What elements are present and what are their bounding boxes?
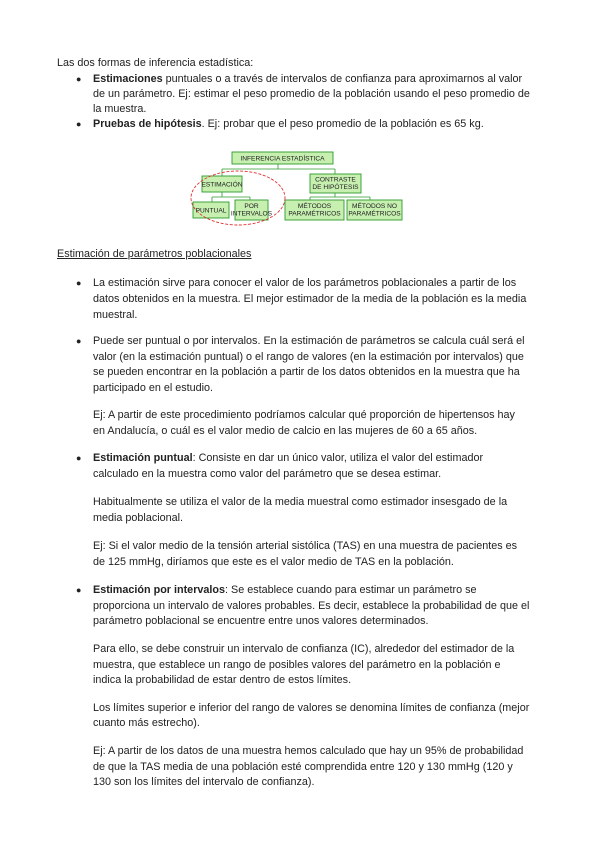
contraste-label: CONTRASTE <box>315 176 356 184</box>
text-line: 130 son los límites del intervalo de confianza). <box>93 776 315 788</box>
text-line: de que la TAS media de una población esté comprendida entre 120 y 130 mmHg (120 y <box>93 761 513 773</box>
bullet-icon: ● <box>76 278 82 288</box>
text-line: cuanto más estrecho). <box>93 717 200 729</box>
bold-term: Estimación por intervalos <box>93 584 225 596</box>
text-line: Los límites superior e inferior del rango de valores se denomina límites de confianza (mejor <box>93 702 530 714</box>
section-title: Estimación de parámetros poblacionales <box>57 248 252 260</box>
estimacion-intervalos-line <box>93 583 544 599</box>
text-line: calculado en la muestra como valor del parámetro que se desea estimar. <box>93 468 442 480</box>
text-line: Habitualmente se utiliza el valor de la media muestral como estimador insesgado de la <box>93 496 508 508</box>
bullet-icon: ● <box>76 453 82 463</box>
text-line: Para ello, se debe construir un intervalo de confianza (IC), alrededor del estimador de la <box>93 643 515 655</box>
text-line: : Se establece cuando para estimar un parámetro se <box>225 584 477 596</box>
text-line: muestra, que establece un rango de posibles valores del parámetro en la población e <box>93 659 501 671</box>
intervalos-label: INTERVALOS <box>230 210 273 218</box>
bullet-icon: ● <box>76 585 82 595</box>
root-label: INFERENCIA ESTADÍSTICA <box>240 155 325 163</box>
parametricos-label: MÉTODOS <box>297 203 332 210</box>
text-line: valor (en la estimación puntual) o el rango de valores (en la estimación por intervalos) que <box>93 351 524 363</box>
intro-bullet-hipotesis <box>93 117 484 133</box>
text-line: datos obtenidos en la muestra. El mejor estimador de la media de la población es la media <box>93 293 527 305</box>
text-line: muestral. <box>93 309 138 321</box>
bullet-icon: ● <box>76 74 82 84</box>
text-line: de 125 mmHg, diríamos que este es el valor medio de TAS en la población. <box>93 556 454 568</box>
text-line: Ej: A partir de los datos de una muestra hemos calculado que hay un 95% de probabilidad <box>93 745 524 757</box>
intervalos-label: POR <box>244 203 259 210</box>
estimacion-label: ESTIMACIÓN <box>201 181 243 189</box>
text-line: puntuales o a través de intervalos de confianza para aproximarnos al valor <box>162 73 523 85</box>
estimacion-puntual-line <box>93 451 544 467</box>
text-line: media poblacional. <box>93 512 184 524</box>
bullet-icon: ● <box>76 336 82 346</box>
text-line: parámetro poblacional se encuentre entre unos valores determinados. <box>93 615 429 627</box>
text-line: La estimación sirve para conocer el valor de los parámetros poblacionales a partir de los <box>93 277 517 289</box>
intro-heading: Las dos formas de inferencia estadística: <box>57 57 254 69</box>
text-line: indica la probabilidad de estar dentro de estos límites. <box>93 674 352 686</box>
bold-term: Estimación puntual <box>93 452 193 464</box>
text-line: participado en el estudio. <box>93 382 214 394</box>
text-line: de un parámetro. Ej: estimar el peso promedio de la población usando el peso promedio de <box>93 88 530 100</box>
noparametricos-label: MÉTODOS NO <box>352 203 397 210</box>
contraste-label: DE HIPÓTESIS <box>312 184 359 191</box>
text-line: la muestra. <box>93 103 147 115</box>
text-line: Ej: Si el valor medio de la tensión arterial sistólica (TAS) en una muestra de pacientes es <box>93 540 518 552</box>
intro-bullet-estimaciones <box>93 72 544 88</box>
puntual-label: PUNTUAL <box>195 207 227 215</box>
bold-term: Estimaciones <box>93 73 163 85</box>
bullet-icon: ● <box>76 119 82 129</box>
text-line: en Andalucía, o cuál es el valor medio de calcio en las mujeres de 60 a 65 años. <box>93 425 478 437</box>
text-line: Ej: A partir de este procedimiento podríamos calcular qué proporción de hipertensos hay <box>93 409 515 421</box>
noparametricos-label: PARAMÉTRICOS <box>348 210 401 218</box>
inference-diagram <box>190 148 410 232</box>
text-line: Puede ser puntual o por intervalos. En la estimación de parámetros se calcula cuál será el <box>93 335 525 347</box>
text-line: : Consiste en dar un único valor, utiliza el valor del estimador <box>192 452 484 464</box>
parametricos-label: PARAMÉTRICOS <box>288 210 341 218</box>
text-line: se pueden encontrar en la población a partir de los datos obtenidos en la muestra que ha <box>93 366 520 378</box>
text-line: . Ej: probar que el peso promedio de la población es 65 kg. <box>201 118 484 130</box>
bold-term: Pruebas de hipótesis <box>93 118 202 130</box>
text-line: proporciona un intervalo de valores probables. Es decir, establece la probabilidad de que el <box>93 600 530 612</box>
